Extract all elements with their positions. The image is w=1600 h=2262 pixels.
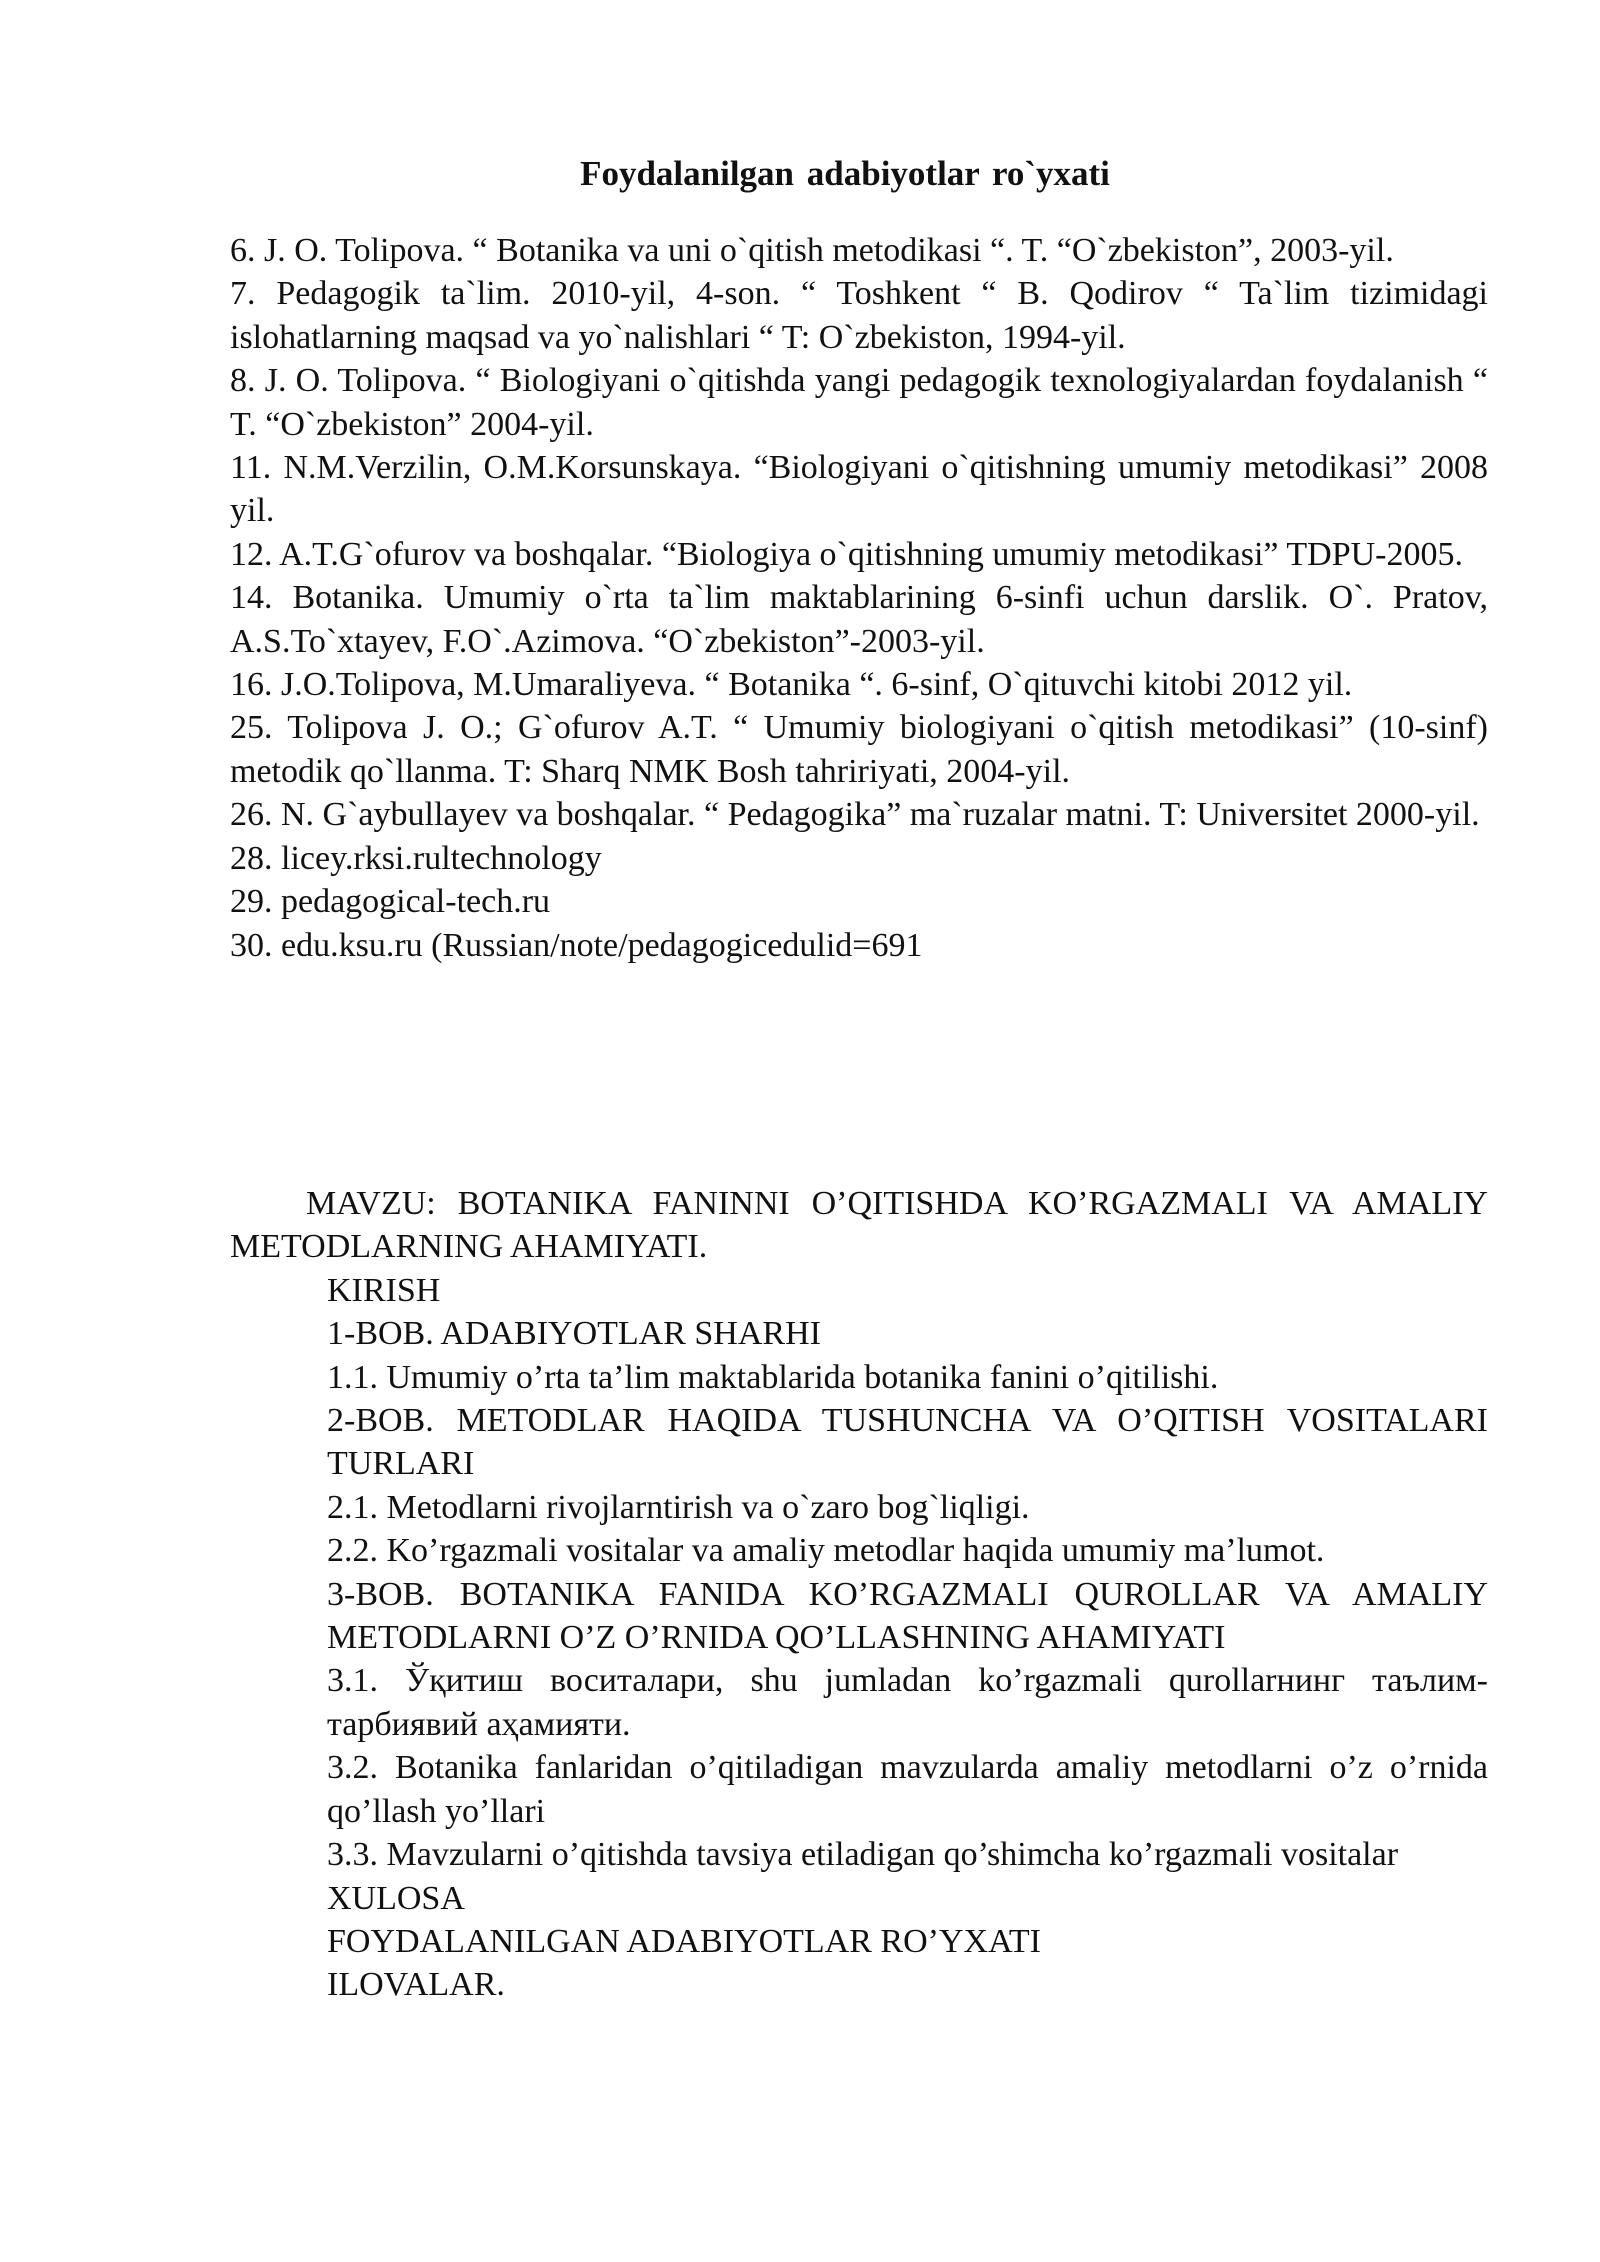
- toc-item: XULOSA: [327, 1879, 465, 1917]
- toc-item: 3-BOB. BOTANIKA FANIDA KO’RGAZMALI QUROLLAR VA AMALIY METODLARNI O’Z O’RNIDA QO’LLASHNING AHAMIYATI: [327, 1575, 1488, 1657]
- toc-item: 3.1. Ўқитиш воситалари, shu jumladan ko’rgazmali qurollarнинг таълим-тарбиявий аҳамияти.: [327, 1662, 1488, 1743]
- toc-item: FOYDALANILGAN ADABIYOTLAR RO’YXATI: [327, 1922, 1041, 1960]
- toc-item: 1.1. Umumiy o’rta ta’lim maktablarida botanika fanini o’qitilishi.: [327, 1358, 1219, 1396]
- reference-item: 25. Tolipova J. O.; G`ofurov A.T. “ Umumiy biologiyani o`qitish metodikasi” (10-sinf) metodik qo`llanma. T: Sharq NMK Bosh tahririyati, 2004-yil.: [230, 709, 1488, 790]
- reference-item: 29. pedagogical-tech.ru: [230, 883, 551, 921]
- toc-item: 1-BOB. ADABIYOTLAR SHARHI: [327, 1315, 821, 1353]
- reference-item: 30. edu.ksu.ru (Russian/note/pedagogicedulid=691: [230, 926, 923, 964]
- toc-item: 2.2. Ko’rgazmali vositalar va amaliy metodlar haqida umumiy ma’lumot.: [327, 1532, 1325, 1570]
- reference-item: 6. J. O. Tolipova. “ Botanika va uni o`qitish metodikasi “. T. “O`zbekiston”, 2003-yil.: [230, 232, 1394, 269]
- reference-item: 8. J. O. Tolipova. “ Biologiyani o`qitishda yangi pedagogik texnologiyalardan foydalanish “ T. “O`zbekiston” 2004-yil.: [230, 362, 1488, 443]
- reference-item: 11. N.M.Verzilin, O.M.Korsunskaya. “Biologiyani o`qitishning umumiy metodikasi” 2008 yil.: [230, 449, 1488, 530]
- toc-title: MAVZU: BOTANIKA FANINNI O’QITISHDA KO’RGAZMALI VA AMALIY METODLARNING AHAMIYATI.: [230, 1185, 1488, 1266]
- reference-item: 26. N. G`aybullayev va boshqalar. “ Pedagogika” ma`ruzalar matni. T: Universitet 2000-yil.: [230, 796, 1480, 834]
- toc-item: 2-BOB. METODLAR HAQIDA TUSHUNCHA VA O’QITISH VOSITALARI TURLARI: [327, 1402, 1488, 1483]
- toc-item: 3.2. Botanika fanlaridan o’qitiladigan mavzularda amaliy metodlarni o’z o’rnida qo’llash yo’llari: [327, 1749, 1488, 1830]
- toc-item: KIRISH: [327, 1271, 441, 1309]
- reference-item: 16. J.O.Tolipova, M.Umaraliyeva. “ Botanika “. 6-sinf, O`qituvchi kitobi 2012 yil.: [230, 666, 1353, 704]
- toc-item: ILOVALAR.: [327, 1966, 505, 2004]
- reference-item: 7. Pedagogik ta`lim. 2010-yil, 4-son. “ Toshkent “ B. Qodirov “ Ta`lim tizimidagi islohatlarning maqsad va yo`nalishlari “ T: O`zbekiston, 1994-yil.: [230, 275, 1488, 356]
- toc-item: 2.1. Metodlarni rivojlarntirish va o`zaro bog`liqligi.: [327, 1488, 1030, 1526]
- toc-item: 3.3. Mavzularni o’qitishda tavsiya etiladigan qo’shimcha ko’rgazmali vositalar: [327, 1836, 1399, 1874]
- reference-list: [230, 229, 1488, 967]
- reference-item: 28. licey.rksi.rultechnology: [230, 839, 602, 877]
- reference-item: 14. Botanika. Umumiy o`rta ta`lim maktablarining 6-sinfi uchun darslik. O`. Pratov, A.S.To`xtayev, F.O`.Azimova. “O`zbekiston”-2003-yil.: [230, 579, 1488, 660]
- reference-item: 12. A.T.G`ofurov va boshqalar. “Biologiya o`qitishning umumiy metodikasi” TDPU-2005.: [230, 535, 1463, 573]
- page-heading: Foydalanilgan adabiyotlar ro`yxati: [580, 154, 1110, 193]
- table-of-contents: [230, 1182, 1488, 2007]
